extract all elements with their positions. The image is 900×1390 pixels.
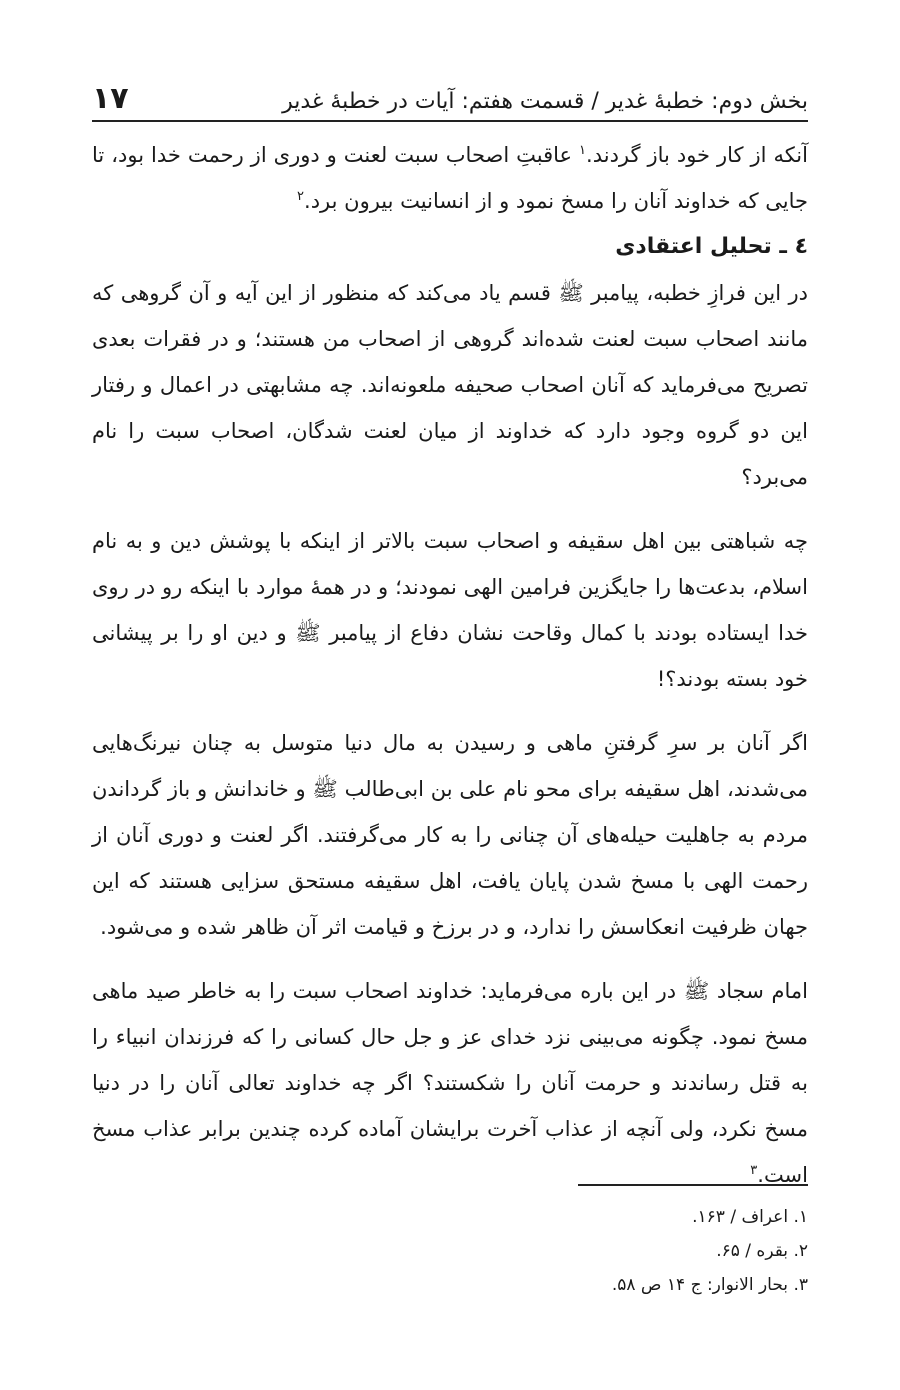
paragraph-4 [92, 968, 808, 1198]
footnote-ref-3: ۳ [750, 1163, 758, 1178]
footnote-ref-1: ۱ [579, 143, 587, 158]
main-text [92, 132, 808, 1198]
footnote-ref-2: ۲ [297, 189, 305, 204]
paragraph-4-text: امام سجاد ﷺ در این باره می‌فرماید: خداوند اصحاب سبت را به خاطر صید ماهی مسخ نمود. چگونه می‌بینی نزد خدای عز و جل حال کسانی را که فرزندان انبیاء را به قتل رساندند و حرمت آنان را شکستند؟ اگر چه خداوند تعالی آنان را در دنیا مسخ نکرد، ولی آنچه از عذاب آخرت برایشان آماده کرده چندین برابر عذاب مسخ است. [92, 979, 808, 1187]
footnotes [92, 1200, 808, 1302]
paragraph-1: در این فرازِ خطبه، پیامبر ﷺ قسم یاد می‌کند که منظور از این آیه و آن گروهی که مانند اصحاب سبت لعنت شده‌اند گروهی از اصحاب من هستند؛ و در فقرات بعدی تصریح می‌فرماید که آنان اصحاب صحیفه ملعونه‌اند. چه مشابهتی در اعمال و رفتار این دو گروه وجود دارد که خداوند از میان لعنت شدگان، اصحاب سبت را نام می‌برد؟ [92, 281, 808, 489]
page-number: ۱۷ [92, 81, 129, 116]
section-heading: ٤ ـ تحلیل اعتقادی [615, 234, 808, 259]
footnote-1: ۱. اعراف / ۱۶۳. [692, 1207, 808, 1227]
header-divider [92, 120, 808, 122]
running-header-title: بخش دوم: خطبهٔ غدیر / قسمت هفتم: آیات در خطبهٔ غدیر [282, 89, 808, 114]
footnote-3: ۳. بحار الانوار: ج ۱۴ ص ۵۸. [611, 1275, 808, 1295]
running-header [92, 70, 808, 114]
paragraph-3: اگر آنان بر سرِ گرفتنِ ماهی و رسیدن به مال دنیا متوسل به چنان نیرنگ‌هایی می‌شدند، اهل سقیفه برای محو نام علی بن ابی‌طالب ﷺ و خاندانش و باز گرداندن مردم به جاهلیت حیله‌های آن چنانی را به کار می‌گرفتند. اگر لعنت و دوری آنان از رحمت الهی با مسخ شدن پایان یافت، اهل سقیفه مستحق سزایی هستند که این جهان ظرفیت انعکاسش را ندارد، و در برزخ و قیامت اثر آن ظاهر شده و می‌شود. [92, 731, 808, 939]
footnote-divider [578, 1184, 808, 1186]
continuation-part-2: عاقبتِ اصحاب سبت لعنت و دوری از رحمت خدا بود، تا جایی که خداوند آنان را مسخ نمود و از انسانیت بیرون برد. [92, 143, 808, 213]
paragraph-2: چه شباهتی بین اهل سقیفه و اصحاب سبت بالاتر از اینکه با پوشش دین و به نام اسلام، بدعت‌ها را جایگزین فرامین الهی نمودند؛ و در همهٔ موارد با اینکه رو در روی خدا ایستاده بودند با کمال وقاحت نشان دفاع از پیامبر ﷺ و دین او را بر پیشانی خود بسته بودند؟! [92, 529, 808, 691]
footnote-2: ۲. بقره / ۶۵. [716, 1241, 808, 1261]
continuation-part-1: آنکه از کار خود باز گردند. [586, 143, 808, 167]
continuation-paragraph [92, 132, 808, 224]
